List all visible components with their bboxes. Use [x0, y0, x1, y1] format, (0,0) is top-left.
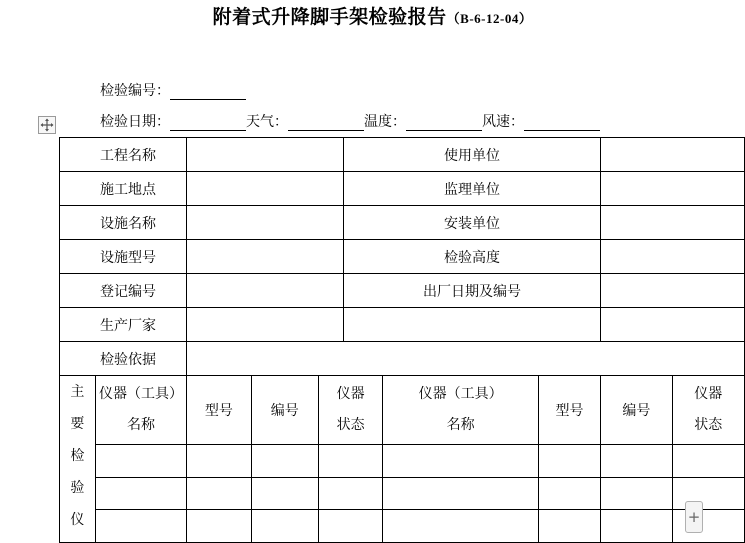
serial-header-1: 编号 [251, 376, 318, 445]
wind-speed-field[interactable] [524, 114, 600, 131]
instrument-cell[interactable] [251, 477, 318, 510]
instrument-name-header-2: 仪器（工具） 名称 [383, 376, 539, 445]
instrument-cell[interactable] [601, 445, 672, 478]
user-unit-label: 使用单位 [343, 138, 601, 172]
instrument-row [60, 477, 745, 510]
manufacture-date-label: 出厂日期及编号 [343, 274, 601, 308]
project-name-field[interactable] [187, 138, 344, 172]
table-row [60, 308, 745, 342]
model-header-2: 型号 [538, 376, 600, 445]
instrument-cell[interactable] [187, 445, 251, 478]
instrument-cell[interactable] [538, 477, 600, 510]
instrument-cell[interactable] [251, 510, 318, 543]
registration-number-label: 登记编号 [60, 274, 187, 308]
weather-field[interactable] [288, 114, 364, 131]
serial-header-2: 编号 [601, 376, 672, 445]
instrument-cell[interactable] [318, 477, 382, 510]
temperature-field[interactable] [406, 114, 482, 131]
report-title [0, 2, 745, 29]
manufacturer-label: 生产厂家 [60, 308, 187, 342]
inspection-table [59, 137, 745, 543]
report-code: （B-6-12-04） [446, 11, 533, 26]
installation-unit-field[interactable] [601, 206, 745, 240]
report-number-field[interactable] [170, 83, 246, 100]
project-name-label: 工程名称 [60, 138, 187, 172]
instrument-cell[interactable] [672, 445, 744, 478]
instrument-cell[interactable] [95, 477, 186, 510]
instrument-cell[interactable] [538, 445, 600, 478]
instrument-section-label: 主 要 检 验 仪 [60, 376, 96, 543]
report-number-line [100, 80, 246, 100]
status-header-2: 仪器 状态 [672, 376, 744, 445]
facility-name-field[interactable] [187, 206, 344, 240]
instrument-row [60, 510, 745, 543]
installation-unit-label: 安装单位 [343, 206, 601, 240]
add-row-button[interactable] [685, 501, 703, 533]
instrument-cell[interactable] [383, 477, 539, 510]
facility-name-label: 设施名称 [60, 206, 187, 240]
temperature-label: 温度： [364, 114, 406, 130]
instrument-cell[interactable] [538, 510, 600, 543]
instrument-cell[interactable] [187, 477, 251, 510]
instrument-cell[interactable] [672, 510, 744, 543]
instrument-header-row [60, 376, 745, 445]
instrument-cell[interactable] [187, 510, 251, 543]
inspection-basis-label: 检验依据 [60, 342, 187, 376]
table-row [60, 240, 745, 274]
inspection-conditions-line [100, 111, 600, 131]
report-title-text: 附着式升降脚手架检验报告 [212, 6, 447, 28]
manufacture-date-field[interactable] [601, 274, 745, 308]
instrument-name-header-1: 仪器（工具） 名称 [95, 376, 186, 445]
inspection-height-label: 检验高度 [343, 240, 601, 274]
facility-model-field[interactable] [187, 240, 344, 274]
wind-speed-label: 风速： [482, 114, 524, 130]
manufacturer-extra-field[interactable] [601, 308, 745, 342]
facility-model-label: 设施型号 [60, 240, 187, 274]
instrument-cell[interactable] [383, 445, 539, 478]
instrument-cell[interactable] [601, 510, 672, 543]
user-unit-field[interactable] [601, 138, 745, 172]
registration-number-field[interactable] [187, 274, 344, 308]
inspection-height-field[interactable] [601, 240, 745, 274]
construction-site-label: 施工地点 [60, 172, 187, 206]
instrument-cell[interactable] [672, 477, 744, 510]
model-header-1: 型号 [187, 376, 251, 445]
instrument-cell[interactable] [318, 510, 382, 543]
table-row [60, 138, 745, 172]
instrument-cell[interactable] [383, 510, 539, 543]
inspection-date-label: 检验日期： [100, 114, 170, 130]
move-icon [40, 118, 54, 132]
table-row [60, 274, 745, 308]
weather-label: 天气： [246, 114, 288, 130]
table-move-handle[interactable] [38, 116, 56, 134]
table-row [60, 342, 745, 376]
instrument-cell[interactable] [251, 445, 318, 478]
instrument-cell[interactable] [318, 445, 382, 478]
supervision-unit-field[interactable] [601, 172, 745, 206]
inspection-date-field[interactable] [170, 114, 246, 131]
plus-icon: + [687, 508, 701, 526]
instrument-cell[interactable] [95, 445, 186, 478]
construction-site-field[interactable] [187, 172, 344, 206]
status-header-1: 仪器 状态 [318, 376, 382, 445]
instrument-row [60, 445, 745, 478]
instrument-cell[interactable] [601, 477, 672, 510]
table-row [60, 172, 745, 206]
manufacturer-extra-label [343, 308, 601, 342]
instrument-cell[interactable] [95, 510, 186, 543]
supervision-unit-label: 监理单位 [343, 172, 601, 206]
manufacturer-field[interactable] [187, 308, 344, 342]
table-row [60, 206, 745, 240]
report-number-label: 检验编号： [100, 83, 170, 99]
inspection-basis-field[interactable] [187, 342, 745, 376]
